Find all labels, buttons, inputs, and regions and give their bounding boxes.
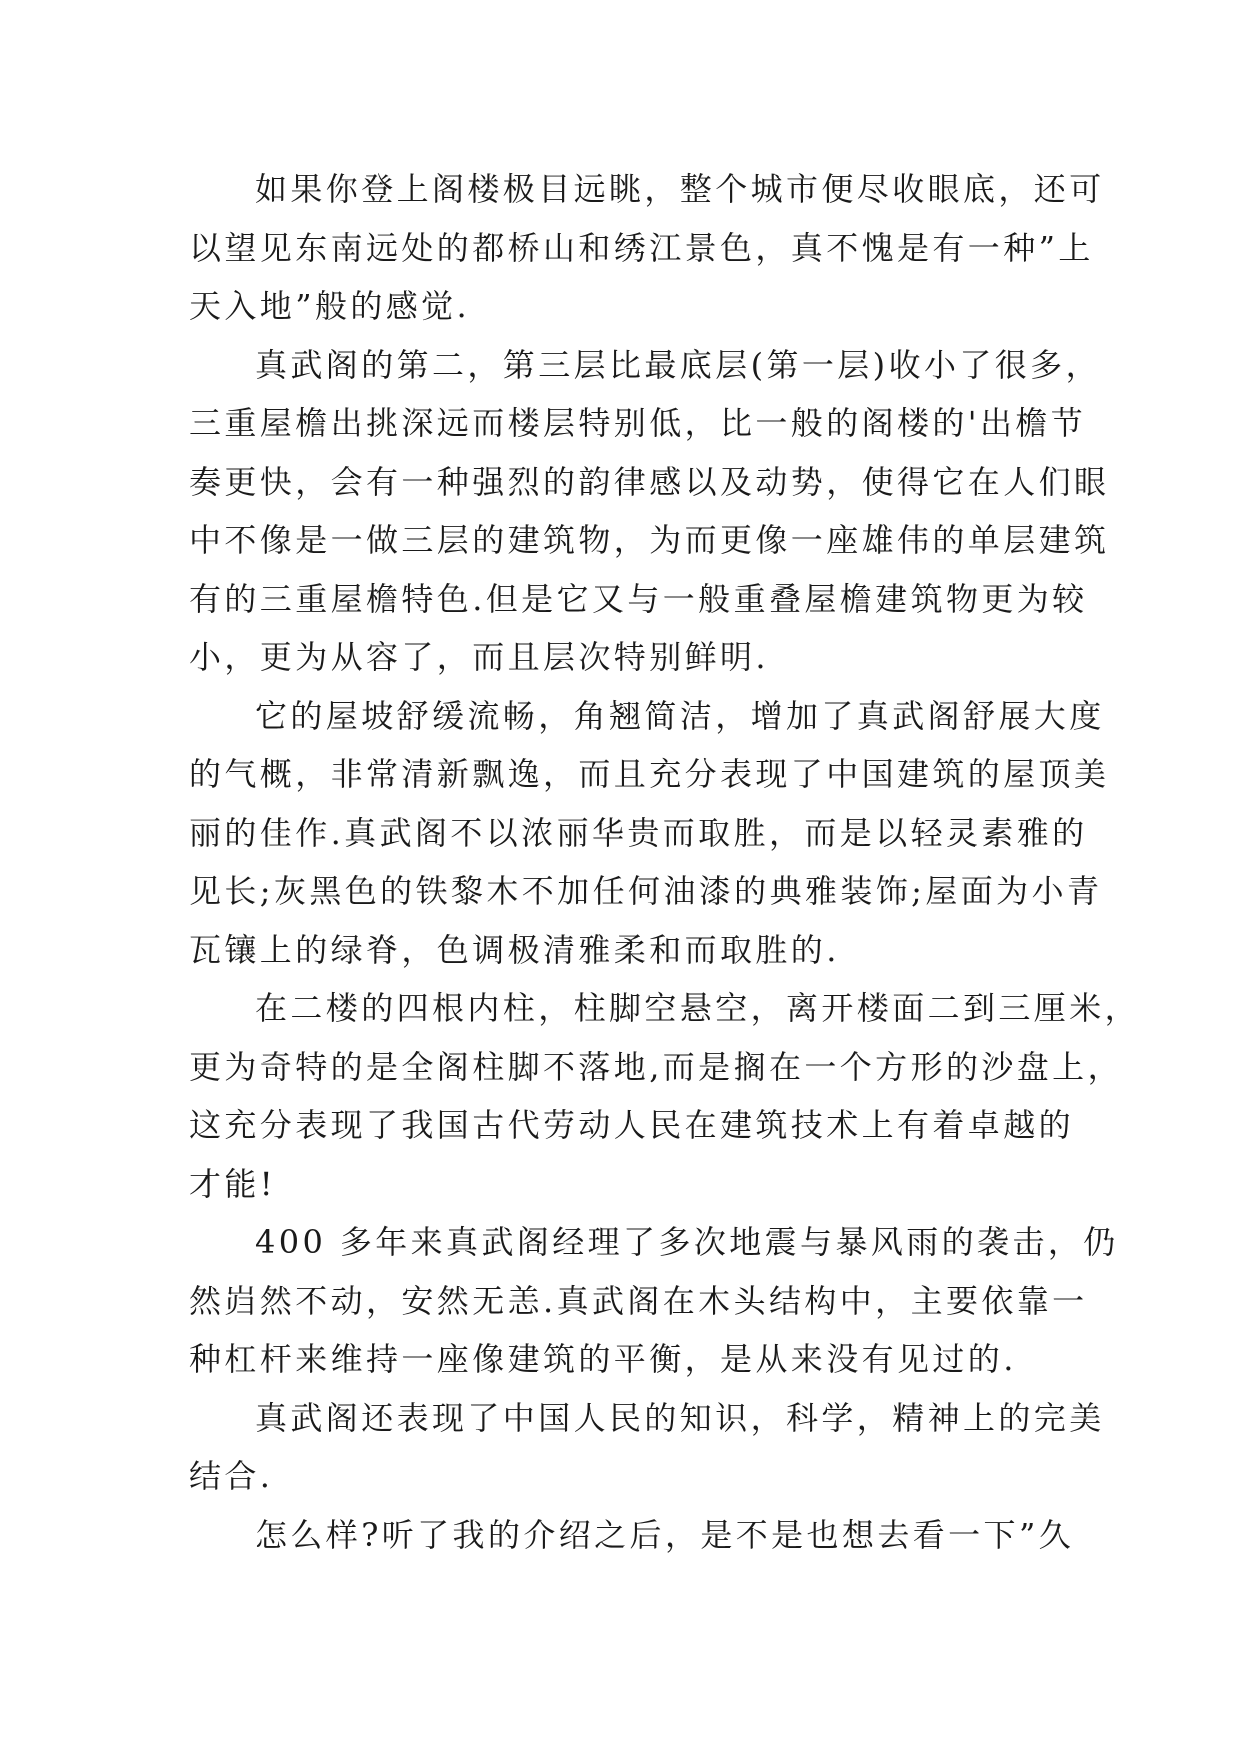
- text-line: 奏更快，会有一种强烈的韵律感以及动势，使得它在人们眼: [189, 462, 1110, 501]
- text-line: 真武阁的第二，第三层比最底层(第一层)收小了很多，: [255, 345, 1101, 384]
- text-line: 如果你登上阁楼极目远眺，整个城市便尽收眼底，还可: [255, 170, 1105, 208]
- document-body: [189, 160, 1141, 1564]
- text-line: 种杠杆来维持一座像建筑的平衡，是从来没有见过的.: [189, 1340, 1017, 1378]
- text-line: 真武阁还表现了中国人民的知识，科学，精神上的完美: [255, 1398, 1105, 1437]
- text-line: 瓦镶上的绿脊，色调极清雅柔和而取胜的.: [189, 930, 840, 969]
- text-line: 更为奇特的是全阁柱脚不落地,而是搁在一个方形的沙盘上，: [189, 1047, 1123, 1086]
- text-line: 结合.: [189, 1457, 274, 1495]
- text-line: 丽的佳作.真武阁不以浓丽华贵而取胜，而是以轻灵素雅的: [189, 813, 1088, 852]
- text-line: 在二楼的四根内柱，柱脚空悬空，离开楼面二到三厘米，: [255, 989, 1141, 1027]
- text-line: 以望见东南远处的都桥山和绣江景色，真不愧是有一种”上: [189, 228, 1094, 267]
- text-line: 才能!: [189, 1164, 277, 1203]
- text-line: 然岿然不动，安然无恙.真武阁在木头结构中，主要依靠一: [189, 1281, 1088, 1320]
- text-line: 这充分表现了我国古代劳动人民在建筑技术上有着卓越的: [189, 1106, 1075, 1144]
- text-line: 中不像是一做三层的建筑物，为而更像一座雄伟的单层建筑: [189, 521, 1110, 559]
- text-line: 天入地”般的感觉.: [189, 287, 471, 325]
- text-line: 见长;灰黑色的铁黎木不加任何油漆的典雅装饰;屋面为小青: [189, 872, 1103, 910]
- text-line: 有的三重屋檐特色.但是它又与一般重叠屋檐建筑物更为较: [189, 579, 1088, 618]
- text-line: 它的屋坡舒缓流畅，角翘简洁，增加了真武阁舒展大度: [255, 696, 1105, 735]
- text-line: 怎么样?听了我的介绍之后，是不是也想去看一下”久: [255, 1515, 1075, 1554]
- text-line: 的气概，非常清新飘逸，而且充分表现了中国建筑的屋顶美: [189, 755, 1110, 793]
- text-line: 三重屋檐出挑深远而楼层特别低，比一般的阁楼的'出檐节: [189, 404, 1087, 442]
- text-line: 400 多年来真武阁经理了多次地震与暴风雨的袭击，仍: [255, 1223, 1119, 1261]
- text-line: 小，更为从容了，而且层次特别鲜明.: [189, 638, 769, 676]
